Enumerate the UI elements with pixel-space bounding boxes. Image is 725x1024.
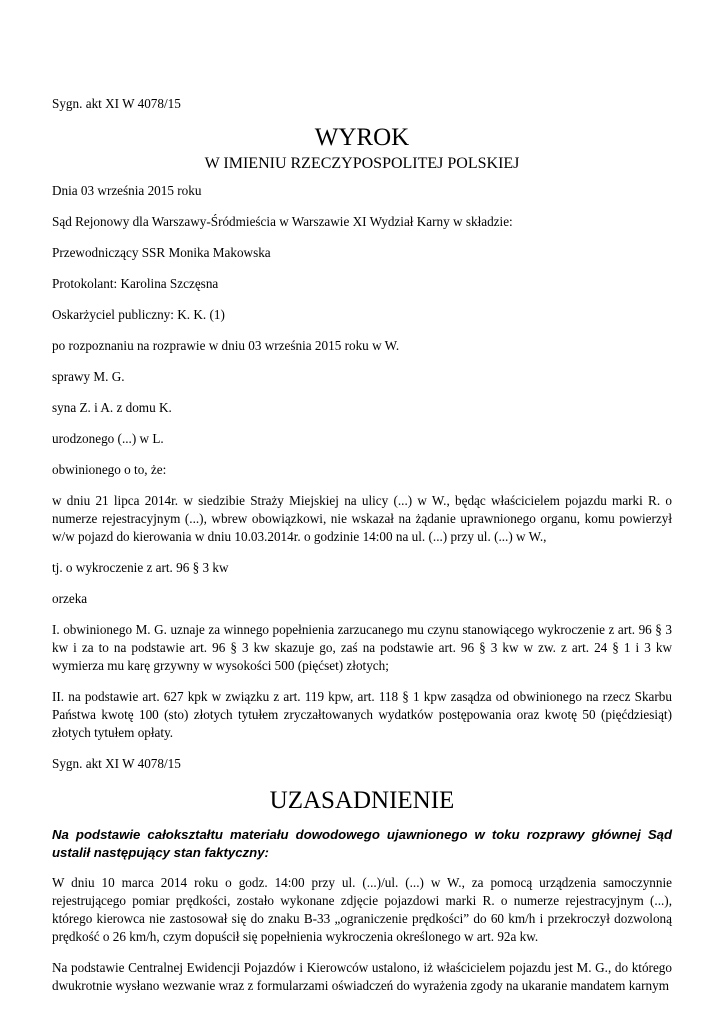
hearing-line: po rozpoznaniu na rozprawie w dniu 03 września 2015 roku w W. [52,338,400,353]
case-line: sprawy M. G. [52,369,125,384]
court-line: Sąd Rejonowy dla Warszawy-Śródmieścia w Warszawie XI Wydział Karny w składzie: [52,214,513,229]
birth-line: urodzonego (...) w L. [52,431,164,446]
case-signature-second: Sygn. akt XI W 4078/15 [52,756,181,771]
justification-title: UZASADNIENIE [269,787,455,814]
offence-line: tj. o wykroczenie z art. 96 § 3 kw [52,560,229,575]
judgment-subtitle: W IMIENIU RZECZYPOSPOLITEJ POLSKIEJ [204,155,520,172]
date-line: Dnia 03 września 2015 roku [52,183,202,198]
presiding-judge-line: Przewodniczący SSR Monika Makowska [52,245,271,260]
rules-line: orzeka [52,591,88,606]
ruling-item-2: II. na podstawie art. 627 kpk w związku z art. 119 kpw, art. 118 § 1 kpw zasądza od obwinionego na rzecz Skarbu Państwa kwotę 100 (sto) złotych tytułem zryczałtowanych wydatków postępowania oraz kwotę 50 (pięćdziesiąt) złotych tytułem opłaty. [52,689,672,740]
prosecutor-line: Oskarżyciel publiczny: K. K. (1) [52,307,225,322]
document-page [52,95,672,1008]
facts-paragraph-2: Na podstawie Centralnej Ewidencji Pojazdów i Kierowców ustalono, iż właścicielem pojazdu jest M. G., do którego dwukrotnie wysłano wezwanie wraz z formularzami oświadczeń do wyrażenia zgody na ukaranie mandatem karnym [52,960,672,993]
justification-lead: Na podstawie całokształtu materiału dowodowego ujawnionego w toku rozprawy głównej Sąd ustalił następujący stan faktyczny: [52,827,672,860]
facts-paragraph-1: W dniu 10 marca 2014 roku o godz. 14:00 przy ul. (...)/ul. (...) w W., za pomocą urządzenia samoczynnie rejestrującego pomiar prędkości, zostało wykonane zdjęcie pojazdowi marki R. o numerze rejestracyjnym (...), którego kierowca nie zastosował się do znaku B-33 „ograniczenie prędkości” do 60 km/h i przekroczył dozwoloną prędkość o 26 km/h, czym dopuścił się popełnienia wykroczenia określonego w art. 92a kw. [52,875,672,944]
case-signature: Sygn. akt XI W 4078/15 [52,96,181,111]
clerk-line: Protokolant: Karolina Szczęsna [52,276,219,291]
parents-line: syna Z. i A. z domu K. [52,400,172,415]
ruling-item-1: I. obwinionego M. G. uznaje za winnego popełnienia zarzucanego mu czynu stanowiącego wykroczenie z art. 96 § 3 kw i za to na podstawie art. 96 § 3 kw skazuje go, zaś na podstawie art. 96 § 3 kw w zw. z art. 24 § 1 i 3 kw wymierza mu karę grzywny w wysokości 500 (pięćset) złotych; [52,622,672,673]
judgment-title: WYROK [314,124,410,151]
accused-line: obwinionego o to, że: [52,462,167,477]
charge-paragraph: w dniu 21 lipca 2014r. w siedzibie Straży Miejskiej na ulicy (...) w W., będąc właścicielem pojazdu marki R. o numerze rejestracyjnym (...), wbrew obowiązkowi, nie wskazał na żądanie uprawnionego organu, komu powierzył w/w pojazd do kierowania w dniu 10.03.2014r. o godzinie 14:00 na ul. (...) przy ul. (...) w W., [52,493,672,544]
